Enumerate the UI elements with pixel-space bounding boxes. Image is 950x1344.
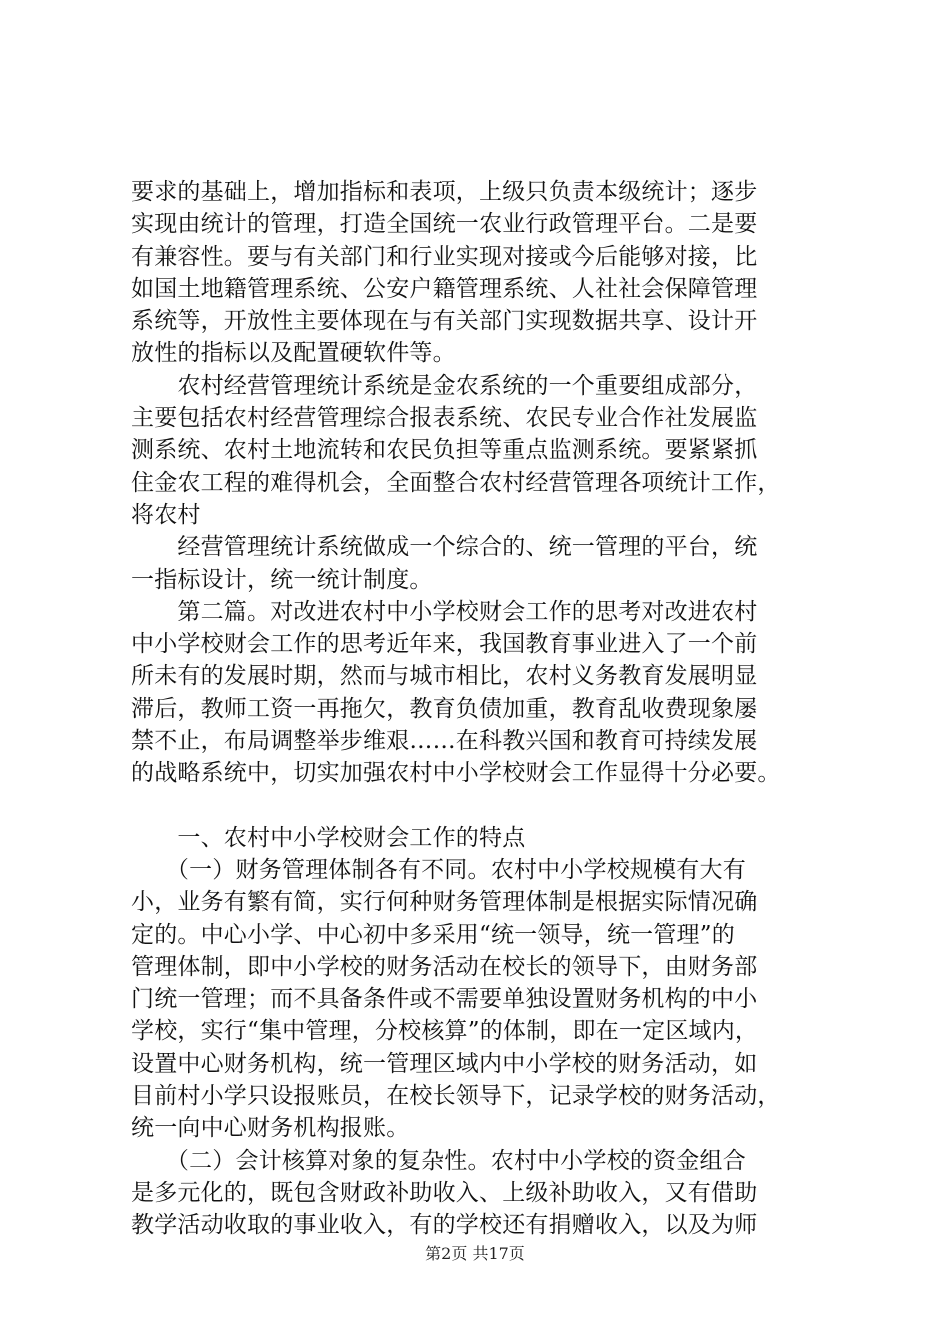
text-line: 滞后，教师工资一再拖欠，教育负债加重，教育乱收费现象屡 — [131, 695, 758, 722]
text-line: 有兼容性。要与有关部门和行业实现对接或今后能够对接，比 — [131, 243, 758, 270]
text-line: 是多元化的，既包含财政补助收入、上级补助收入，又有借助 — [131, 1179, 758, 1206]
text-line: 放性的指标以及配置硬软件等。 — [131, 340, 456, 367]
text-line: 如国土地籍管理系统、公安户籍管理系统、人社社会保障管理 — [131, 275, 758, 302]
text-line: （二）会计核算对象的复杂性。农村中小学校的资金组合 — [131, 1147, 746, 1174]
body-text — [131, 176, 831, 1242]
text-line: 农村经营管理统计系统是金农系统的一个重要组成部分， — [131, 372, 758, 399]
text-line: 住金农工程的难得机会，全面整合农村经营管理各项统计工作， — [131, 469, 781, 496]
text-line: 学校，实行“集中管理，分校核算”的体制，即在一定区域内， — [131, 1018, 759, 1045]
text-line: 中小学校财会工作的思考近年来，我国教育事业进入了一个前 — [131, 631, 758, 658]
text-line: （一）财务管理体制各有不同。农村中小学校规模有大有 — [131, 856, 746, 883]
text-line: 设置中心财务机构，统一管理区域内中小学校的财务活动，如 — [131, 1050, 758, 1077]
text-line: 管理体制，即中小学校的财务活动在校长的领导下，由财务部 — [131, 953, 758, 980]
blank-line — [131, 790, 831, 822]
text-line: 将农村 — [131, 501, 201, 528]
text-line: 统一向中心财务机构报账。 — [131, 1115, 410, 1142]
text-line: 系统等，开放性主要体现在与有关部门实现数据共享、设计开 — [131, 308, 758, 335]
text-line: 所未有的发展时期，然而与城市相比，农村义务教育发展明显 — [131, 663, 758, 690]
text-line: 目前村小学只设报账员，在校长领导下，记录学校的财务活动， — [131, 1083, 781, 1110]
text-line: 经营管理统计系统做成一个综合的、统一管理的平台，统 — [131, 534, 758, 561]
section-heading: 一、农村中小学校财会工作的特点 — [131, 824, 526, 851]
text-line: 门统一管理；而不具备条件或不需要单独设置财务机构的中小 — [131, 986, 758, 1013]
text-line: 第二篇。对改进农村中小学校财会工作的思考对改进农村 — [131, 598, 758, 625]
text-line: 禁不止，布局调整举步维艰……在科教兴国和教育可持续发展 — [131, 728, 758, 755]
text-line: 小，业务有繁有简，实行何种财务管理体制是根据实际情况确 — [131, 889, 758, 916]
text-line: 测系统、农村土地流转和农民负担等重点监测系统。要紧紧抓 — [131, 437, 758, 464]
text-line: 一指标设计，统一统计制度。 — [131, 566, 433, 593]
text-line: 的战略系统中，切实加强农村中小学校财会工作显得十分必要。 — [131, 760, 781, 787]
page-number-footer: 第2页 共17页 — [425, 1244, 525, 1263]
text-line: 定的。中心小学、中心初中多采用“统一领导，统一管理”的 — [131, 921, 735, 948]
text-line: 教学活动收取的事业收入，有的学校还有捐赠收入，以及为师 — [131, 1212, 758, 1239]
text-line: 实现由统计的管理，打造全国统一农业行政管理平台。二是要 — [131, 211, 758, 238]
text-line: 主要包括农村经营管理综合报表系统、农民专业合作社发展监 — [131, 405, 758, 432]
text-line: 要求的基础上，增加指标和表项，上级只负责本级统计；逐步 — [131, 179, 758, 205]
